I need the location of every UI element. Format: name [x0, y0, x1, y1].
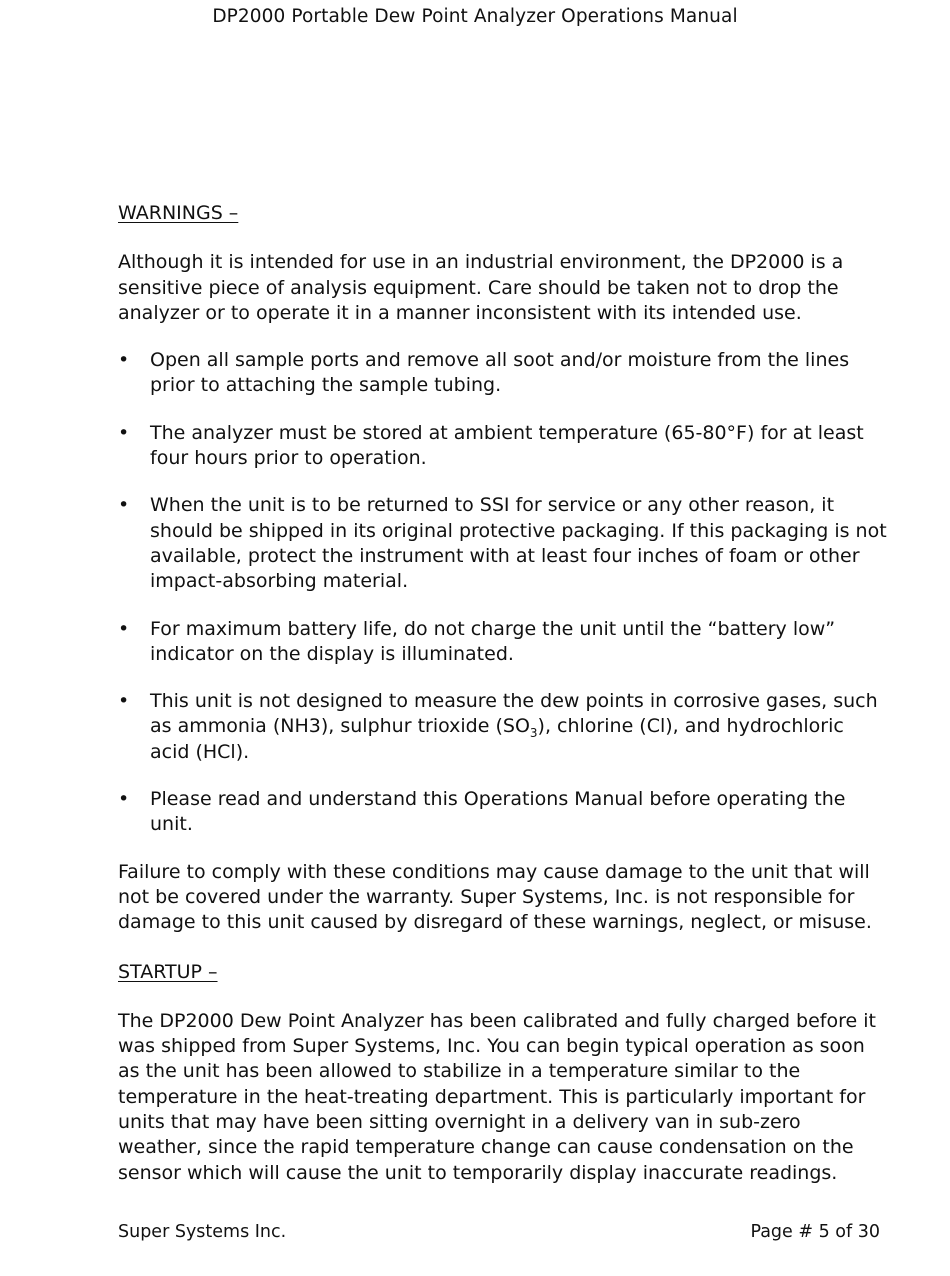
list-item-text: For maximum battery life, do not charge the unit until the “battery low” indicator on the display is illuminated.: [150, 617, 836, 665]
page-header: DP2000 Portable Dew Point Analyzer Operations Manual: [212, 6, 738, 27]
warnings-closing: Failure to comply with these conditions may cause damage to the unit that will not be covered under the warranty. Super Systems, Inc. is not responsible for damage to this unit caused by disregard of these warnings, neglect, or misuse.: [118, 860, 872, 934]
list-item: [118, 421, 888, 472]
bullet-icon: •: [118, 690, 130, 713]
bullet-icon: •: [118, 349, 130, 372]
list-item-text-part: ), chlorine (Cl), and hydrochloric acid (HCl).: [150, 715, 844, 763]
bullet-icon: •: [118, 617, 130, 640]
startup-heading: STARTUP –: [118, 960, 218, 983]
list-item: [118, 787, 888, 838]
list-item-text: When the unit is to be returned to SSI for service or any other reason, it should be shipped in its original protective packaging. If this packaging is not available, protect the instrument with at least four inches of foam or other impact-absorbing material.: [150, 494, 887, 593]
warnings-list: [118, 348, 888, 837]
document-body: [118, 201, 888, 1186]
bullet-icon: •: [118, 788, 130, 811]
list-item: [118, 493, 888, 594]
list-item-text: The analyzer must be stored at ambient temperature (65-80°F) for at least four hours prior to operation.: [150, 421, 864, 470]
list-item: [118, 348, 888, 399]
warnings-intro: Although it is intended for use in an industrial environment, the DP2000 is a sensitive piece of analysis equipment. Care should be taken not to drop the analyzer or to operate it in a manner inconsistent with its intended use.: [118, 251, 844, 324]
footer-company: Super Systems Inc.: [118, 1222, 287, 1242]
subscript-text: 3: [529, 726, 538, 741]
list-item-text: Open all sample ports and remove all soot and/or moisture from the lines prior to attaching the sample tubing.: [150, 349, 850, 397]
list-item-text: [150, 690, 878, 763]
warnings-heading: WARNINGS –: [118, 202, 239, 224]
list-item-text-part: This unit is not designed to measure the dew points in corrosive gases, such as ammonia (NH3), sulphur trioxide (SO: [150, 690, 878, 738]
page-number: Page # 5 of 30: [750, 1222, 880, 1242]
list-item: [118, 617, 888, 668]
bullet-icon: •: [118, 494, 130, 517]
list-item: [118, 689, 888, 765]
list-item-text: Please read and understand this Operations Manual before operating the unit.: [150, 788, 846, 836]
startup-body: The DP2000 Dew Point Analyzer has been calibrated and fully charged before it was shipped from Super Systems, Inc. You can begin typical operation as soon as the unit has been allowed to stabilize in a temperature similar to the temperature in the heat-treating department. This is particularly important for units that may have been sitting overnight in a delivery van in sub-zero weather, since the rapid temperature change can cause condensation on the sensor which will cause the unit to temporarily display inaccurate readings.: [118, 1009, 876, 1184]
bullet-icon: •: [118, 421, 130, 444]
